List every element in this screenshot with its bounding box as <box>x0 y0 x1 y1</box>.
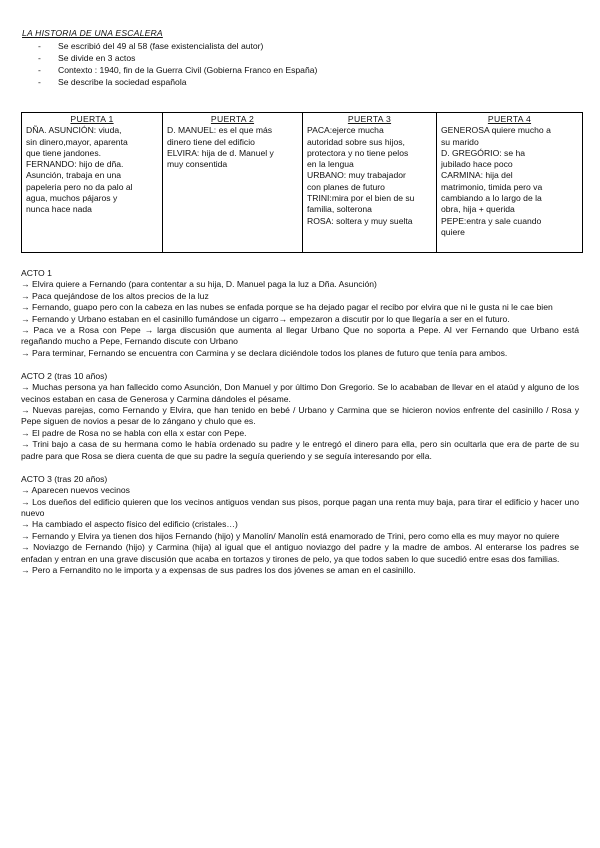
dash-bullet: - <box>38 65 41 76</box>
act-item: → El padre de Rosa no se habla con ella x estar con Pepe. <box>21 427 247 438</box>
intro-item: - Contexto : 1940, fin de la Guerra Civil (Gobierna Franco en España) <box>38 65 318 76</box>
intro-item: - Se divide en 3 actos <box>38 53 136 64</box>
dash-bullet: - <box>38 53 41 64</box>
door-cell-2: PUERTA 2 D. MANUEL: es el que más dinero tiene del edificio ELVIRA: hija de d. Manuel y muy consentida <box>163 113 303 253</box>
act-item: → Fernando, guapo pero con la cabeza en las nubes se enfada porque se ha dejado pagar el recibo por elvira que ni le gusta ni le cae bien <box>21 302 553 313</box>
door-heading: PUERTA 2 <box>210 114 255 124</box>
act-item: → Trini bajo a casa de su hermana como le había ordenado su padre y le entregó el dinero para ella, pero sin ocultarla que era de parte de su padre para que Rosa se diera cuenta de que su padre la seguía queriendo y se seguía interesando por ella. <box>21 439 579 461</box>
door-cell-1: PUERTA 1 DÑA. ASUNCIÓN: viuda, sin dinero,mayor, aparenta que tiene jandones. FERNANDO: hijo de dña. Asunción, trabaja en una papeleria pero no da palo al agua, muchos pájaros y nunca hace nada <box>22 113 163 253</box>
act-3 <box>21 474 579 577</box>
act-item: → Los dueños del edificio quieren que los vecinos antiguos vendan sus pisos, porque pagan una renta muy baja, para tirar el edificio y hacer uno nuevo <box>21 496 579 518</box>
act-item: → Elvira quiere a Fernando (para contentar a su hija, D. Manuel paga la luz a Dña. Asunción) <box>21 279 377 290</box>
act-item: → Ha cambiado el aspecto físico del edificio (cristales…) <box>21 519 238 530</box>
act-heading: ACTO 3 (tras 20 años) <box>21 473 108 484</box>
act-1 <box>21 268 579 359</box>
act-item: → Paca ve a Rosa con Pepe → larga discusión que aumenta al llegar Urbano Que no soporta a Pepe. Al ver Fernando que Urbano está regañando mucho a Pepe, Fernando discute con Urbano <box>21 325 579 347</box>
act-2 <box>21 371 579 462</box>
act-item: → Paca quejándose de los altos precios de la luz <box>21 290 209 301</box>
door-cell-3: PUERTA 3 PACA:ejerce mucha autoridad sobre sus hijos, protectora y no tiene pelos en la lengua URBANO: muy trabajador con planes de futuro TRINI:mira por el bien de su familia, solterona ROSA: soltera y muy suelta <box>303 113 437 253</box>
act-item: → Nuevas parejas, como Fernando y Elvira, que han tenido en bebé / Urbano y Carmina que se hicieron novios enfrente del casinillo / Rosa y Pepe siguen de novios a pesar de lo zángano y chulo que es. <box>21 405 579 427</box>
intro-item: - Se escribió del 49 al 58 (fase existencialista del autor) <box>38 41 264 51</box>
act-item: → Para terminar, Fernando se encuentra con Carmina y se declara diciéndole todos los planes de futuro que tenía para ambos. <box>21 347 508 358</box>
act-item: → Noviazgo de Fernando (hijo) y Carmina (hija) al igual que el antiguo noviazgo del padre y la madre de ambos. Al enterarse los padres se enfadan y entran en una grave discusión que acaba en tortazos y tirones de pelo, ya que todos saben lo que sucedió entre esas dos familias. <box>21 542 579 564</box>
intro-item: - Se describe la sociedad española <box>38 77 187 88</box>
doors-table <box>21 112 583 253</box>
dash-bullet: - <box>38 77 41 88</box>
door-heading: PUERTA 4 <box>487 114 532 124</box>
act-item: → Muchas persona ya han fallecido como Asunción, Don Manuel y por último Don Gregorio. Se lo acababan de llevar en el ataúd y alguno de los vecinos estaban en casa de Generosa y Carmina dándoles el pésame. <box>21 382 579 404</box>
act-item: → Fernando y Elvira ya tienen dos hijos Fernando (hijo) y Manolín/ Manolín está enamorado de Trini, pero como ella es muy mayor no quiere <box>21 530 560 541</box>
document-title: LA HISTORIA DE UNA ESCALERA <box>22 28 163 38</box>
act-item: → Fernando y Urbano estaban en el casinillo fumándose un cigarro→ empezaron a discutir por lo que llegaría a ser en el futuro. <box>21 313 510 324</box>
door-heading: PUERTA 3 <box>347 114 392 124</box>
door-cell-4: PUERTA 4 GENEROSA quiere mucho a su marido D. GREGÓRIO: se ha jubilado hace poco CARMINA: hija del matrimonio, timida pero va cambiando a lo largo de la obra, hija + querida PEPE:entra y sale cuando quiere <box>437 113 583 253</box>
act-item: → Aparecen nuevos vecinos <box>21 485 130 496</box>
dash-bullet: - <box>38 41 41 51</box>
act-heading: ACTO 1 <box>21 268 52 278</box>
act-item: → Pero a Fernandito no le importa y a expensas de sus padres los dos jóvenes se aman en el casinillo. <box>21 564 416 575</box>
acts-section <box>21 268 579 576</box>
door-heading: PUERTA 1 <box>70 114 114 124</box>
act-heading: ACTO 2 (tras 10 años) <box>21 370 108 381</box>
intro-list <box>38 41 317 89</box>
